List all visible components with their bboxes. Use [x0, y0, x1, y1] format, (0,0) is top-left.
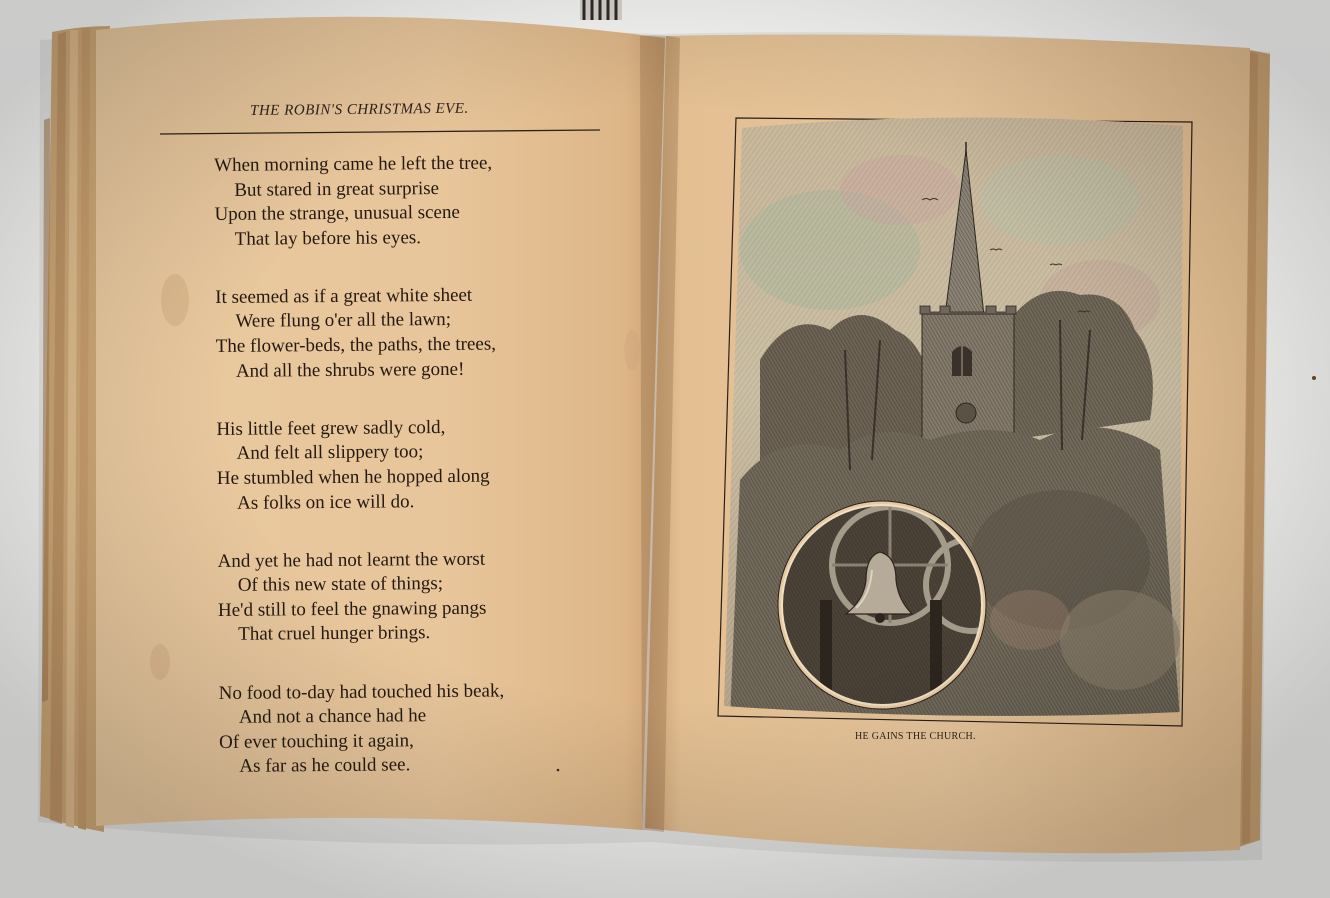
- poem-line: His little feet grew sadly cold,: [216, 416, 446, 440]
- illustration-caption: HE GAINS THE CHURCH.: [855, 731, 976, 742]
- poem-line: That lay before his eyes.: [234, 226, 422, 250]
- poem-line: As folks on ice will do.: [236, 490, 415, 514]
- poem-line: And all the shrubs were gone!: [235, 358, 465, 382]
- poem-line: No food to-day had touched his beak,: [218, 679, 505, 704]
- poem-line: Of this new state of things;: [237, 573, 444, 597]
- poem-line: Were flung o'er all the lawn;: [235, 309, 452, 333]
- poem-line: When morning came he left the tree,: [214, 152, 493, 176]
- poem-line: And not a chance had he: [238, 705, 427, 728]
- running-head: THE ROBIN'S CHRISTMAS EVE.: [250, 100, 469, 119]
- poem-line: That cruel hunger brings.: [238, 622, 431, 646]
- poem-line: And felt all slippery too;: [236, 441, 424, 465]
- poem-line: It seemed as if a great white sheet: [215, 284, 473, 308]
- poem-line: Upon the strange, unusual scene: [214, 202, 460, 226]
- poem-line: And yet he had not learnt the worst: [217, 548, 486, 572]
- poem-line: As far as he could see.: [239, 754, 411, 778]
- poem-line: But stared in great surprise: [234, 177, 440, 201]
- poem-line: He stumbled when he hopped along: [216, 465, 490, 489]
- poem-line: The flower-beds, the paths, the trees,: [215, 333, 497, 358]
- poem-line: He'd still to feel the gnawing pangs: [217, 597, 487, 621]
- poem-line: Of ever touching it again,: [219, 729, 414, 753]
